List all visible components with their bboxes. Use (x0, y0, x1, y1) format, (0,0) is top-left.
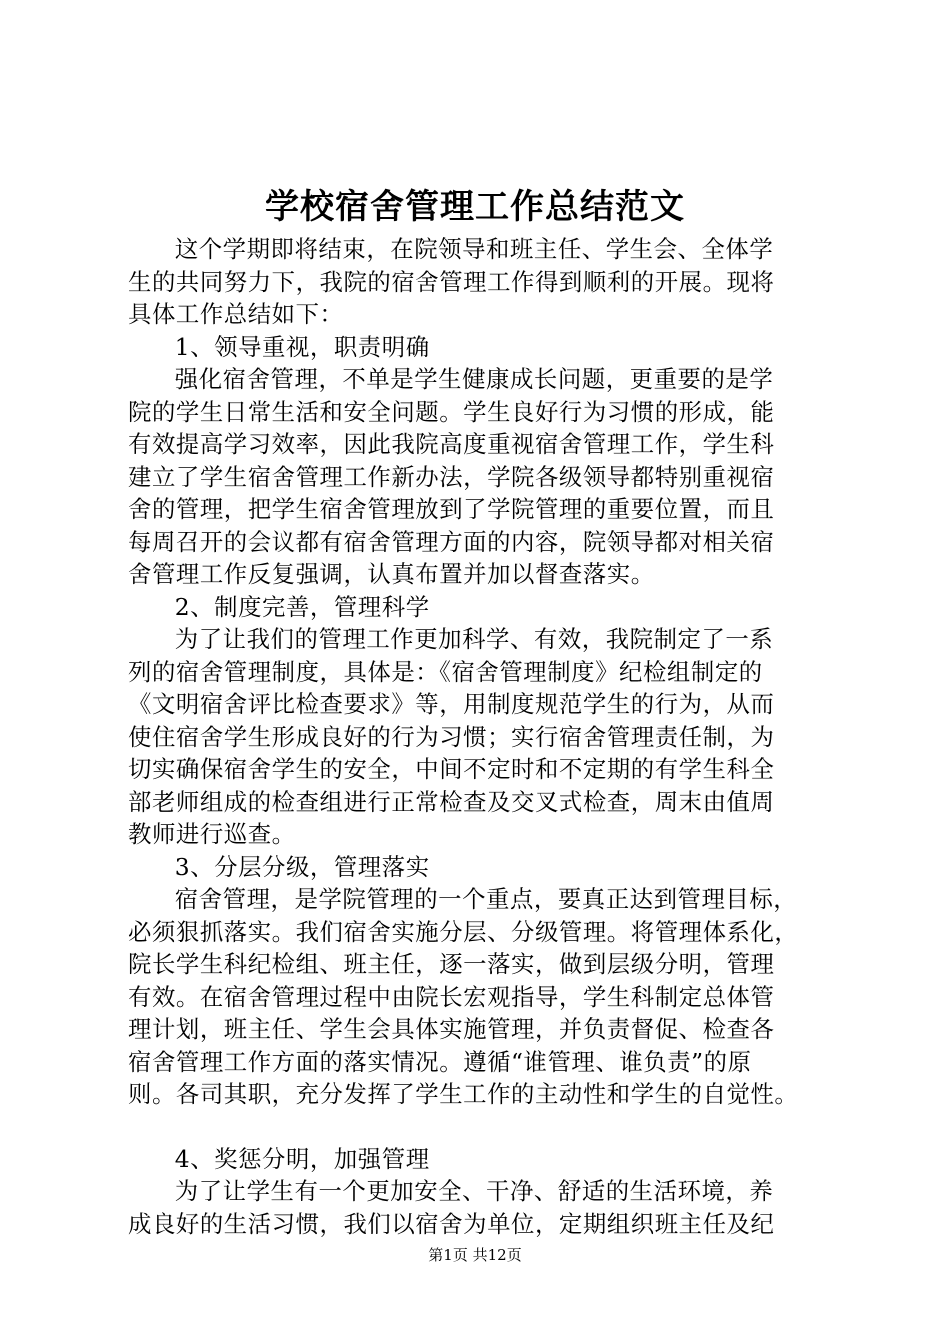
paragraph-line: 舍的管理，把学生宿舍管理放到了学院管理的重要位置，而且 (128, 495, 775, 523)
paragraph-line: 强化宿舍管理，不单是学生健康成长问题，更重要的是学 (174, 365, 774, 393)
paragraph-line: 建立了学生宿舍管理工作新办法，学院各级领导都特别重视宿 (128, 462, 775, 491)
paragraph-line: 具体工作总结如下： (128, 300, 344, 328)
paragraph-line: 这个学期即将结束，在院领导和班主任、学生会、全体学 (174, 235, 774, 263)
paragraph-spacer (128, 1111, 838, 1143)
section-heading: 2、制度完善，管理科学 (174, 592, 430, 621)
section-heading: 3、分层分级，管理落实 (174, 852, 430, 881)
paragraph-line: 教师进行巡查。 (128, 820, 296, 848)
paragraph-line: 则。各司其职，充分发挥了学生工作的主动性和学生的自觉性。 (128, 1080, 799, 1108)
paragraph-line: 《文明宿舍评比检查要求》等，用制度规范学生的行为，从而 (128, 690, 775, 718)
paragraph-line: 生的共同努力下，我院的宿舍管理工作得到顺利的开展。现将 (128, 267, 775, 296)
page-number-footer: 第1页 共12页 (428, 1246, 522, 1264)
paragraph-line: 理计划，班主任、学生会具体实施管理，并负责督促、检查各 (128, 1015, 775, 1043)
paragraph-line: 宿舍管理工作方面的落实情况。遵循“谁管理、谁负责”的原 (128, 1047, 752, 1076)
section-heading: 1、领导重视，职责明确 (174, 332, 430, 361)
document-body (128, 233, 838, 1240)
paragraph-line: 为了让我们的管理工作更加科学、有效，我院制定了一系 (174, 625, 774, 653)
paragraph-line: 为了让学生有一个更加安全、干净、舒适的生活环境，养 (174, 1177, 774, 1205)
paragraph-line: 有效提高学习效率，因此我院高度重视宿舍管理工作，学生科 (128, 430, 775, 458)
paragraph-line: 宿舍管理，是学院管理的一个重点，要真正达到管理目标， (174, 885, 798, 913)
paragraph-line: 必须狠抓落实。我们宿舍实施分层、分级管理。将管理体系化， (128, 917, 799, 946)
paragraph-line: 列的宿舍管理制度，具体是：《宿舍管理制度》纪检组制定的 (128, 657, 763, 686)
paragraph-line: 舍管理工作反复强调，认真布置并加以督查落实。 (128, 560, 655, 588)
paragraph-line: 院长学生科纪检组、班主任，逐一落实，做到层级分明，管理 (128, 950, 775, 978)
paragraph-line: 切实确保宿舍学生的安全，中间不定时和不定期的有学生科全 (128, 755, 775, 783)
paragraph-line: 院的学生日常生活和安全问题。学生良好行为习惯的形成，能 (128, 397, 775, 426)
paragraph-line: 成良好的生活习惯，我们以宿舍为单位，定期组织班主任及纪 (128, 1209, 775, 1238)
paragraph-line: 部老师组成的检查组进行正常检查及交叉式检查，周末由值周 (128, 787, 775, 816)
paragraph-line: 每周召开的会议都有宿舍管理方面的内容，院领导都对相关宿 (128, 527, 775, 556)
paragraph-line: 使住宿舍学生形成良好的行为习惯；实行宿舍管理责任制，为 (128, 722, 775, 751)
paragraph-line: 有效。在宿舍管理过程中由院长宏观指导，学生科制定总体管 (128, 982, 775, 1011)
document-title: 学校宿舍管理工作总结范文 (265, 187, 685, 227)
section-heading: 4、奖惩分明，加强管理 (174, 1144, 430, 1173)
